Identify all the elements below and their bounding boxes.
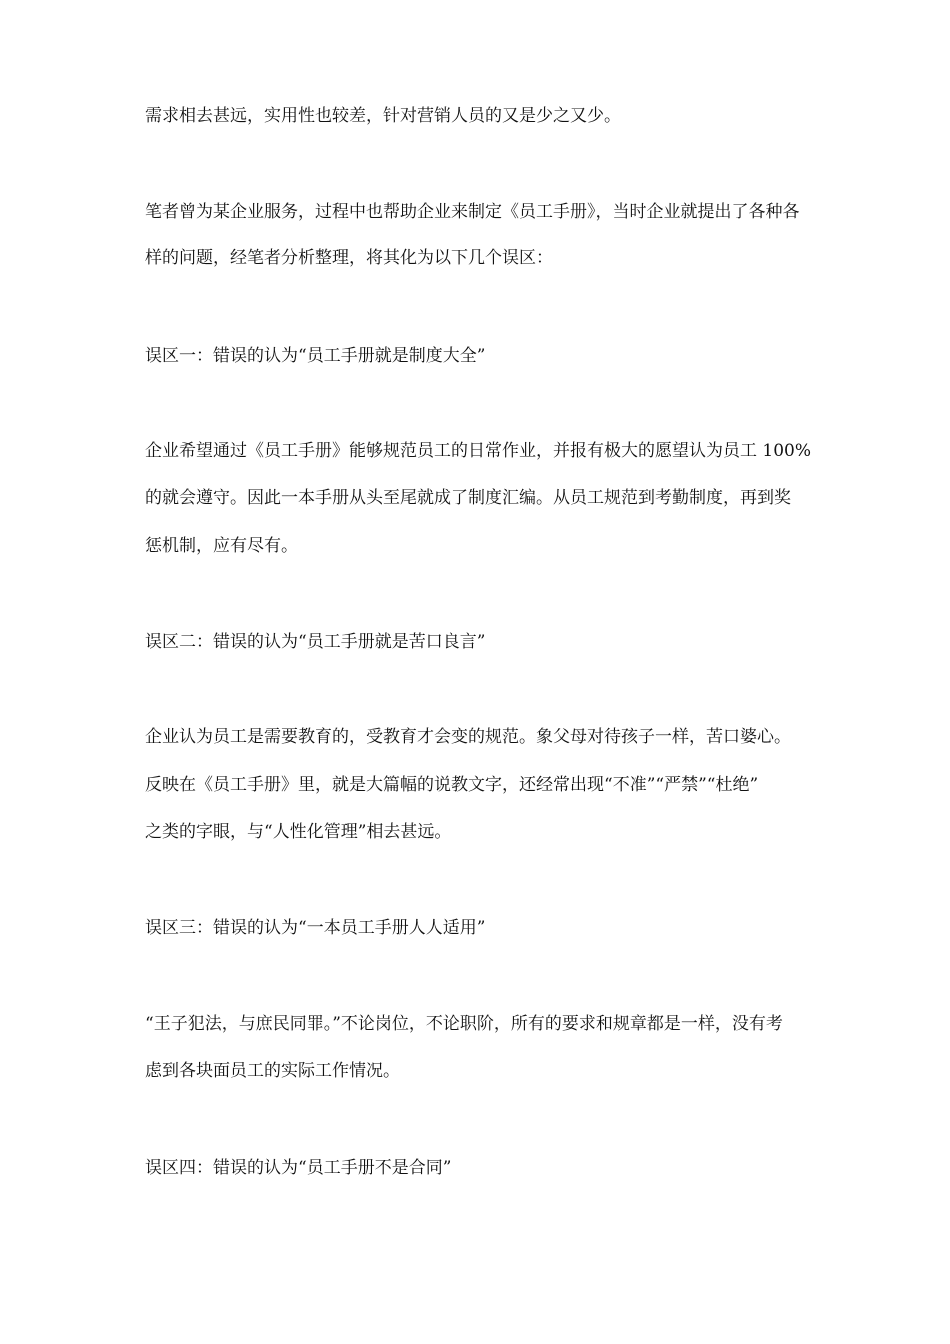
paragraph-line: 企业希望通过《员工手册》能够规范员工的日常作业，并报有极大的愿望认为员工 100%: [145, 441, 812, 461]
paragraph-line: 笔者曾为某企业服务，过程中也帮助企业来制定《员工手册》，当时企业就提出了各种各: [145, 202, 800, 222]
section-heading: 误区三：错误的认为“一本员工手册人人适用”: [145, 918, 486, 938]
section-heading: 误区一：错误的认为“员工手册就是制度大全”: [145, 346, 486, 366]
paragraph-line: 之类的字眼，与“人性化管理”相去甚远。: [145, 822, 452, 842]
section-heading: 误区四：错误的认为“员工手册不是合同”: [145, 1158, 452, 1178]
paragraph-line: 样的问题，经笔者分析整理，将其化为以下几个误区：: [145, 248, 553, 268]
paragraph-line: 的就会遵守。因此一本手册从头至尾就成了制度汇编。从员工规范到考勤制度，再到奖: [145, 488, 791, 508]
paragraph-line: 企业认为员工是需要教育的，受教育才会变的规范。象父母对待孩子一样，苦口婆心。: [145, 727, 791, 747]
section-heading: 误区二：错误的认为“员工手册就是苦口良言”: [145, 632, 486, 652]
paragraph-line: “王子犯法，与庶民同罪。”不论岗位，不论职阶，所有的要求和规章都是一样，没有考: [145, 1014, 783, 1034]
paragraph-line: 虑到各块面员工的实际工作情况。: [145, 1061, 400, 1081]
paragraph-line: 惩机制，应有尽有。: [145, 536, 298, 556]
paragraph-line: 反映在《员工手册》里，就是大篇幅的说教文字，还经常出现“不准”“严禁”“杜绝”: [145, 775, 759, 795]
paragraph-line: 需求相去甚远，实用性也较差，针对营销人员的又是少之又少。: [145, 106, 621, 126]
